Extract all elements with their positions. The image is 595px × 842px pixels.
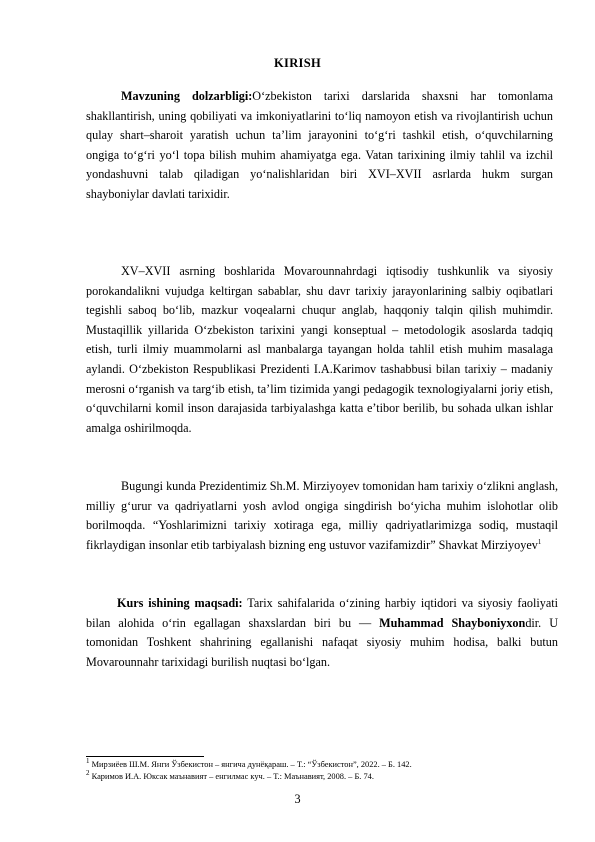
footnote-1 [86, 759, 412, 770]
page-title: KIRISH [274, 56, 321, 70]
course-goal-label: Kurs ishining maqsadi: [117, 596, 243, 610]
relevance-label: Mavzuning dolzarbligi: [121, 89, 253, 103]
footnote-1-text: Мирзиёев Ш.М. Янги Ўзбекистон – янгича дунёқараш. – Т.: “Ўзбекистон”, 2022. – Б. 142. [89, 760, 412, 769]
history-context-text: XV–XVII asrning boshlarida Movarounnahrdagi iqtisodiy tushkunlik va siyosiy porokandalikni vujudga keltirgan sabablar, shu davr tarixiy jarayonlarining salbiy oqibatlari tegishli saboq bo‘lib, mazkur voqealarni chuqur anglab, haqqoniy talqin qilish muhimdir. Mustaqillik yillarida O‘zbekiston tarixini yangi konseptual – metodologik asoslarda tadqiq etish, turli ilmiy muammolarni asl manbalarga tayangan holda tahlil etish muhim masalaga aylandi. O‘zbekiston Respublikasi Prezidenti I.A.Karimov tashabbusi bilan tarixiy – madaniy merosni o‘rganish va targ‘ib etish, ta’lim tizimida yangi pedagogik texnologiyalarni joriy etish, o‘quvchilarni komil inson darajasida tarbiyalashga katta e’tibor berilib, bu sohada ulkan ishlar amalga oshirilmoqda. [86, 264, 553, 435]
paragraph-relevance [86, 87, 553, 205]
page-number: 3 [294, 792, 301, 806]
footnote-ref-1[interactable]: 1 [537, 537, 542, 546]
president-quote-text: Bugungi kunda Prezidentimiz Sh.M. Mirziyoyev tomonidan ham tarixiy o‘zlikni anglash, milliy g‘urur va qadriyatlarni yosh avlod ongiga singdirish bo‘yicha muhim islohotlar olib borilmoqda. “Yoshlarimizni tarixiy xotiraga ega, milliy qadriyatlarimizga sodiq, mustaqil fikrlaydigan insonlar etib tarbiyalash bizning eng ustuvor vazifamizdir” Shavkat Mirziyoyev [86, 479, 558, 552]
course-goal-text-before: Tarix sahifalarida o‘zining harbiy iqtidori va siyosiy faoliyati bilan alohida o‘rin egallagan shaxslardan biri bu — [86, 596, 559, 630]
course-goal-name: Muhammad Shayboniyxon [379, 615, 526, 630]
paragraph-history-context [86, 262, 553, 438]
relevance-text: O‘zbekiston tarixi darslarida shaxsni har tomonlama shakllantirish, uning qobiliyati va imkoniyatlarini to‘liq namoyon etish va rivojlantirish uchun qulay shart–sharoit yaratish uchun ta’lim jarayonini to‘g‘ri tashkil etish, o‘quvchilarning ongiga to‘g‘ri yo‘l topa bilish muhim ahamiyatga ega. Vatan tarixining ilmiy tahlil va izchil yondashuvni talab qiladigan yo‘nalishlaridan biri XVI–XVII asrlarda hukm surgan shayboniylar davlati tarixidir. [86, 89, 553, 201]
footnote-divider [86, 756, 204, 757]
paragraph-president-quote [86, 477, 558, 555]
paragraph-course-goal [86, 594, 558, 672]
footnote-1-number: 1 [86, 757, 90, 766]
footnote-2 [86, 771, 374, 782]
course-goal-text-after: dir. U tomonidan Toshkent shahrining egallanishi nafaqat siyosiy muhim hodisa, balki butun Movarounnahr tarixidagi burilish nuqtasi bo‘lgan. [86, 615, 558, 669]
footnote-2-text: Каримов И.А. Юксак маънавият – енгилмас куч. – Т.: Маънавият, 2008. – Б. 74. [89, 772, 374, 781]
footnote-2-number: 2 [86, 769, 90, 778]
